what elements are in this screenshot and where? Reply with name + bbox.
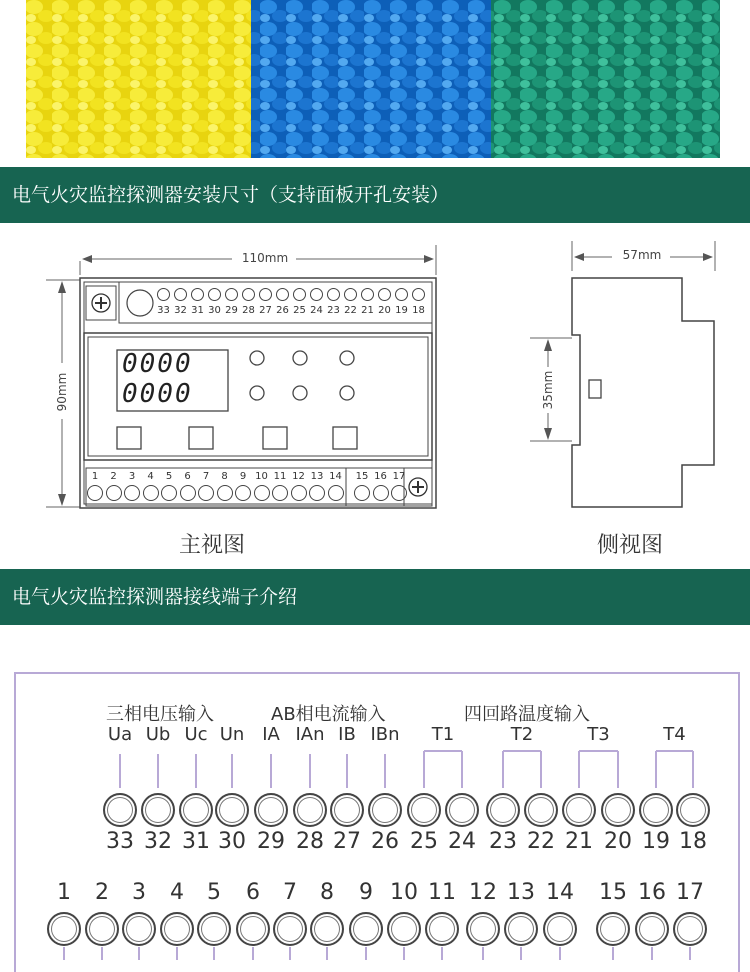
digital-display — [122, 349, 224, 409]
terminal-top — [601, 793, 635, 827]
voltage-group-label: 三相电压输入 — [106, 704, 214, 725]
signal-label: IAn — [295, 724, 325, 745]
device-top-terminal-number: 18 — [412, 305, 425, 316]
terminal-row-top — [0, 793, 750, 863]
terminal-top-number: 31 — [182, 829, 210, 854]
device-top-terminal-number: 19 — [395, 305, 408, 316]
terminal-bottom — [236, 912, 270, 946]
device-top-terminal — [208, 288, 221, 301]
terminal-bottom-wire — [176, 947, 178, 960]
terminal-bottom-number: 15 — [599, 880, 627, 905]
terminal-top — [141, 793, 175, 827]
terminal-top — [639, 793, 673, 827]
terminal-bottom-wire — [101, 947, 103, 960]
terminal-top-number: 22 — [527, 829, 555, 854]
terminal-bottom-number: 14 — [546, 880, 574, 905]
terminal-bottom-wire — [138, 947, 140, 960]
device-bottom-terminal — [198, 485, 214, 501]
terminal-top-number: 23 — [489, 829, 517, 854]
terminal-bottom-wire — [482, 947, 484, 960]
device-bottom-terminal-number: 7 — [202, 471, 210, 482]
terminal-bottom-wire — [559, 947, 561, 960]
terminal-top-number: 18 — [679, 829, 707, 854]
device-top-terminal-number: 25 — [293, 305, 306, 316]
terminal-bottom — [425, 912, 459, 946]
terminal-top-number: 28 — [296, 829, 324, 854]
terminal-top — [368, 793, 402, 827]
terminal-bottom — [387, 912, 421, 946]
terminal-top-number: 27 — [333, 829, 361, 854]
terminal-bottom-wire — [252, 947, 254, 960]
section-install-title: 电气火灾监控探测器安装尺寸（支持面板开孔安装） — [0, 167, 750, 223]
device-bottom-terminal — [217, 485, 233, 501]
signal-label: IB — [338, 724, 356, 745]
signal-label: IBn — [370, 724, 400, 745]
device-bottom-terminal-number: 6 — [184, 471, 191, 482]
terminal-bottom-number: 17 — [676, 880, 704, 905]
device-bottom-terminal — [87, 485, 103, 501]
terminal-bottom-number: 11 — [428, 880, 456, 905]
terminal-top — [103, 793, 137, 827]
device-top-terminal — [157, 288, 170, 301]
terminal-bottom — [122, 912, 156, 946]
device-top-terminal — [293, 288, 306, 301]
terminal-bottom-wire — [289, 947, 291, 960]
terminal-top — [524, 793, 558, 827]
display-row-1: 0000 — [122, 349, 193, 379]
terminal-bottom — [85, 912, 119, 946]
device-bottom-terminal-number: 16 — [374, 471, 387, 482]
width-dimension-label: 110mm — [241, 251, 289, 265]
granules-photo — [26, 0, 720, 158]
terminal-bottom — [349, 912, 383, 946]
signal-label: Ua — [107, 724, 133, 745]
device-top-terminal — [242, 288, 255, 301]
signal-label: T4 — [663, 724, 686, 745]
device-bottom-terminal — [161, 485, 177, 501]
terminal-bottom-number: 12 — [469, 880, 497, 905]
signal-label: Ub — [145, 724, 171, 745]
device-bottom-terminal-number: 8 — [221, 471, 228, 482]
device-top-terminal-number: 32 — [174, 305, 187, 316]
terminal-bottom-number: 6 — [246, 880, 260, 905]
device-top-terminal-number: 29 — [225, 305, 238, 316]
terminal-bottom — [47, 912, 81, 946]
terminal-top — [562, 793, 596, 827]
device-top-terminal-number: 20 — [378, 305, 391, 316]
terminal-bottom-number: 2 — [95, 880, 109, 905]
device-bottom-terminal-number: 9 — [239, 471, 247, 482]
terminal-bottom — [673, 912, 707, 946]
terminal-top-number: 20 — [604, 829, 632, 854]
terminal-bottom-wire — [63, 947, 65, 960]
terminal-top — [254, 793, 288, 827]
device-top-terminal-number: 27 — [259, 305, 272, 316]
device-bottom-terminal-number: 17 — [392, 471, 406, 482]
device-top-terminal-number: 28 — [242, 305, 255, 316]
signal-label: IA — [262, 724, 280, 745]
device-top-terminal-number: 30 — [208, 305, 221, 316]
device-top-terminal-number: 21 — [361, 305, 374, 316]
device-top-terminal — [327, 288, 340, 301]
section-terminal-title: 电气火灾监控探测器接线端子介绍 — [0, 569, 750, 625]
terminal-bottom-wire — [326, 947, 328, 960]
device-top-terminal — [344, 288, 357, 301]
device-top-terminal — [276, 288, 289, 301]
signal-label: Un — [219, 724, 245, 745]
device-bottom-terminal-number: 2 — [110, 471, 117, 482]
signal-label: T2 — [510, 724, 534, 745]
device-bottom-terminal-number: 4 — [147, 471, 154, 482]
device-top-terminal — [361, 288, 374, 301]
terminal-top — [676, 793, 710, 827]
terminal-bottom — [160, 912, 194, 946]
terminal-top-number: 26 — [371, 829, 399, 854]
granules-illustration — [26, 0, 720, 158]
device-top-terminals — [157, 288, 429, 322]
front-view-caption: 主视图 — [178, 533, 245, 558]
terminal-bottom-wire — [213, 947, 215, 960]
terminal-row-bottom — [0, 880, 750, 960]
temperature-group-label: 四回路温度输入 — [464, 704, 590, 725]
device-bottom-terminal-number: 14 — [329, 471, 342, 482]
device-bottom-terminal — [124, 485, 140, 501]
device-top-terminal — [395, 288, 408, 301]
device-bottom-terminal — [328, 485, 344, 501]
device-bottom-terminal-number: 11 — [273, 471, 287, 482]
device-top-terminal-number: 23 — [327, 305, 340, 316]
terminal-bottom-wire — [403, 947, 405, 960]
device-top-terminal — [259, 288, 272, 301]
terminal-top-number: 30 — [218, 829, 246, 854]
device-top-terminal — [412, 288, 425, 301]
device-bottom-terminal — [180, 485, 196, 501]
device-top-terminal — [191, 288, 204, 301]
device-bottom-terminal — [254, 485, 270, 501]
rail-dimension-label: 35mm — [541, 370, 555, 410]
device-bottom-terminal — [291, 485, 307, 501]
terminal-bottom-wire — [612, 947, 614, 960]
device-top-terminal — [225, 288, 238, 301]
signal-labels — [0, 724, 750, 750]
device-top-terminal — [174, 288, 187, 301]
terminal-top — [486, 793, 520, 827]
signal-label: T3 — [587, 724, 610, 745]
terminal-bottom — [310, 912, 344, 946]
terminal-top-number: 25 — [410, 829, 438, 854]
terminal-bottom-number: 4 — [170, 880, 184, 905]
device-bottom-terminal — [373, 485, 389, 501]
side-width-dimension-label: 57mm — [622, 248, 662, 262]
terminal-top-number: 32 — [144, 829, 172, 854]
terminal-bottom-wire — [651, 947, 653, 960]
device-top-terminal-number: 26 — [276, 305, 289, 316]
terminal-bottom — [197, 912, 231, 946]
device-top-terminal-number: 31 — [191, 305, 204, 316]
terminal-bottom-number: 16 — [638, 880, 666, 905]
terminal-top — [179, 793, 213, 827]
device-top-terminal — [378, 288, 391, 301]
device-bottom-terminal-number: 15 — [355, 471, 369, 482]
terminal-top-number: 19 — [642, 829, 670, 854]
device-bottom-terminal — [106, 485, 122, 501]
device-bottom-terminal-number: 3 — [128, 471, 136, 482]
device-top-terminal-number: 22 — [344, 305, 357, 316]
terminal-bottom-wire — [365, 947, 367, 960]
terminal-bottom — [596, 912, 630, 946]
terminal-top — [330, 793, 364, 827]
terminal-bottom-number: 8 — [320, 880, 334, 905]
terminal-top — [215, 793, 249, 827]
device-bottom-terminals — [87, 471, 405, 505]
terminal-bottom — [635, 912, 669, 946]
terminal-bottom — [543, 912, 577, 946]
terminal-bottom — [273, 912, 307, 946]
signal-label: T1 — [431, 724, 455, 745]
terminal-bottom-wire — [441, 947, 443, 960]
device-bottom-terminal-number: 12 — [292, 471, 305, 482]
device-bottom-terminal-number: 13 — [310, 471, 324, 482]
device-bottom-terminal-number: 1 — [91, 471, 99, 482]
side-view-caption: 侧视图 — [596, 533, 663, 558]
signal-wires — [0, 748, 750, 798]
device-bottom-terminal — [354, 485, 370, 501]
device-bottom-terminal — [235, 485, 251, 501]
device-bottom-terminal — [272, 485, 288, 501]
terminal-top-number: 29 — [257, 829, 285, 854]
terminal-bottom-wire — [689, 947, 691, 960]
terminal-top — [293, 793, 327, 827]
terminal-bottom-wire — [520, 947, 522, 960]
terminal-top-number: 21 — [565, 829, 593, 854]
signal-label: Uc — [184, 724, 208, 745]
device-bottom-terminal — [309, 485, 325, 501]
terminal-bottom — [466, 912, 500, 946]
device-top-terminal — [310, 288, 323, 301]
terminal-top — [407, 793, 441, 827]
terminal-bottom-number: 13 — [507, 880, 535, 905]
device-top-terminal-number: 33 — [157, 305, 170, 316]
height-dimension-label: 90mm — [55, 372, 69, 412]
terminal-bottom-number: 10 — [390, 880, 418, 905]
terminal-bottom-number: 3 — [132, 880, 146, 905]
terminal-bottom-number: 7 — [283, 880, 297, 905]
terminal-top-number: 33 — [106, 829, 134, 854]
device-bottom-terminal — [391, 485, 407, 501]
terminal-bottom-number: 5 — [207, 880, 221, 905]
display-row-2: 0000 — [122, 379, 193, 409]
terminal-bottom-number: 9 — [359, 880, 373, 905]
device-bottom-terminal-number: 10 — [255, 471, 268, 482]
terminal-bottom — [504, 912, 538, 946]
terminal-top — [445, 793, 479, 827]
terminal-bottom-number: 1 — [57, 880, 71, 905]
device-bottom-terminal — [143, 485, 159, 501]
device-bottom-terminal-number: 5 — [165, 471, 173, 482]
current-group-label: AB相电流输入 — [271, 704, 386, 725]
device-top-terminal-number: 24 — [310, 305, 323, 316]
terminal-top-number: 24 — [448, 829, 476, 854]
install-dimension-drawing — [0, 223, 750, 568]
